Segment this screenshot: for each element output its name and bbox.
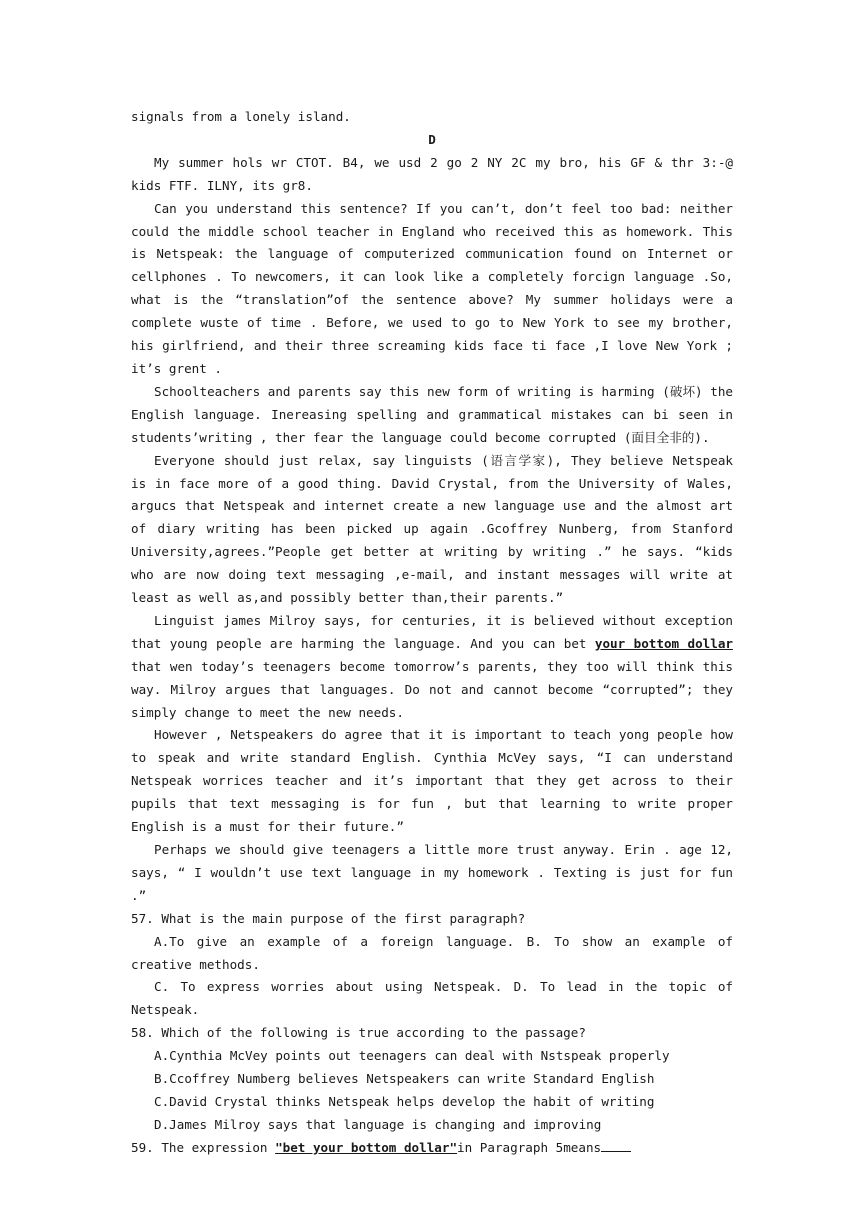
paragraph-mcvey: However , Netspeakers do agree that it is important to teach yong people how to speak and write standard English. Cynthia McVey says, “I can understand Netspeak worrices teacher and it’s important that they get across to their pupils that text messaging is for fun , but that learning to write proper English is a must for their future.” (131, 727, 733, 835)
question-58-option-d: D.James Milroy says that language is changing and improving (154, 1116, 602, 1132)
lead-line: signals from a lonely island. (131, 109, 351, 124)
question-57-stem: 57. What is the main purpose of the first paragraph? (131, 910, 526, 926)
section-label: D (428, 131, 436, 147)
question-58-stem: 58. Which of the following is true according to the passage? (131, 1025, 586, 1041)
paragraph-linguists: Everyone should just relax, say linguists (语言学家), They believe Netspeak is in face more of a good thing. David Crystal, from the University of Wales, argucs that Netspeak and internet create a new language use and the almost art of diary writing has been picked up again .Gcoffrey Nunberg, from Stanford University,agrees.”People get better at writing by writing .” he says. “kids who are now doing text messaging ,e-mail, and instant messages will write at least as well as,and possibly better than,their parents.” (131, 452, 733, 606)
paragraph-erin: Perhaps we should give teenagers a little more trust anyway. Erin . age 12, says, “ I wouldn’t use text language in my homework . Texting is just for fun .” (131, 842, 733, 903)
question-58-option-c: C.David Crystal thinks Netspeak helps develop the habit of writing (154, 1093, 655, 1109)
paragraph-netspeak-sample: My summer hols wr CTOT. B4, we usd 2 go 2 NY 2C my bro, his GF & thr 3:-@ kids FTF. ILNY, its gr8. (131, 154, 733, 193)
question-58-option-a: A.Cynthia McVey points out teenagers can deal with Nstspeak properly (154, 1048, 670, 1064)
paragraph-concerns: Schoolteachers and parents say this new form of writing is harming (破坏) the English language. Inereasing spelling and grammatical mistakes can bi seen in students’writing , ther fear the language could become corrupted (面目全非的). (131, 383, 733, 445)
answer-blank (601, 1137, 631, 1152)
paragraph-milroy-after: that wen today’s teenagers become tomorrow’s parents, they too will think this way. Milroy argues that languages. Do not and cannot become “corrupted”; they simply change to meet the new needs. (131, 658, 733, 720)
question-59-before: 59. The expression (131, 1139, 276, 1155)
question-59-stem (131, 1137, 733, 1160)
paragraph-translation: Can you understand this sentence? If you can’t, don’t feel too bad: neither could the middle school teacher in England who received this as homework. This is Netspeak: the language of computerized communication found on Internet or cellphones . To newcomers, it can look like a completely forcign language .So, what is the “translation”of the sentence above? My summer holidays were a complete wuste of time . Before, we used to go to New York to see my brother, his girlfriend, and their three screaming kids face ti face ,I love New York ; it’s grent . (131, 200, 733, 376)
paragraph-milroy (131, 610, 733, 725)
question-59-after: in Paragraph 5means (457, 1139, 602, 1155)
question-57-options-cd: C. To express worries about using Netspeak. D. To lead in the topic of Netspeak. (131, 979, 733, 1018)
question-57-options-ab: A.To give an example of a foreign language. B. To show an example of creative methods. (131, 933, 733, 972)
paragraph-milroy-before: Linguist james Milroy says, for centuries, it is believed without exception that young people are harming the language. And you can bet (131, 612, 733, 651)
question-59-highlight: "bet your bottom dollar" (275, 1139, 458, 1155)
question-58-option-b: B.Ccoffrey Numberg believes Netspeakers can write Standard English (154, 1071, 655, 1087)
document-page (131, 106, 733, 1160)
highlighted-phrase: your bottom dollar (594, 635, 733, 651)
